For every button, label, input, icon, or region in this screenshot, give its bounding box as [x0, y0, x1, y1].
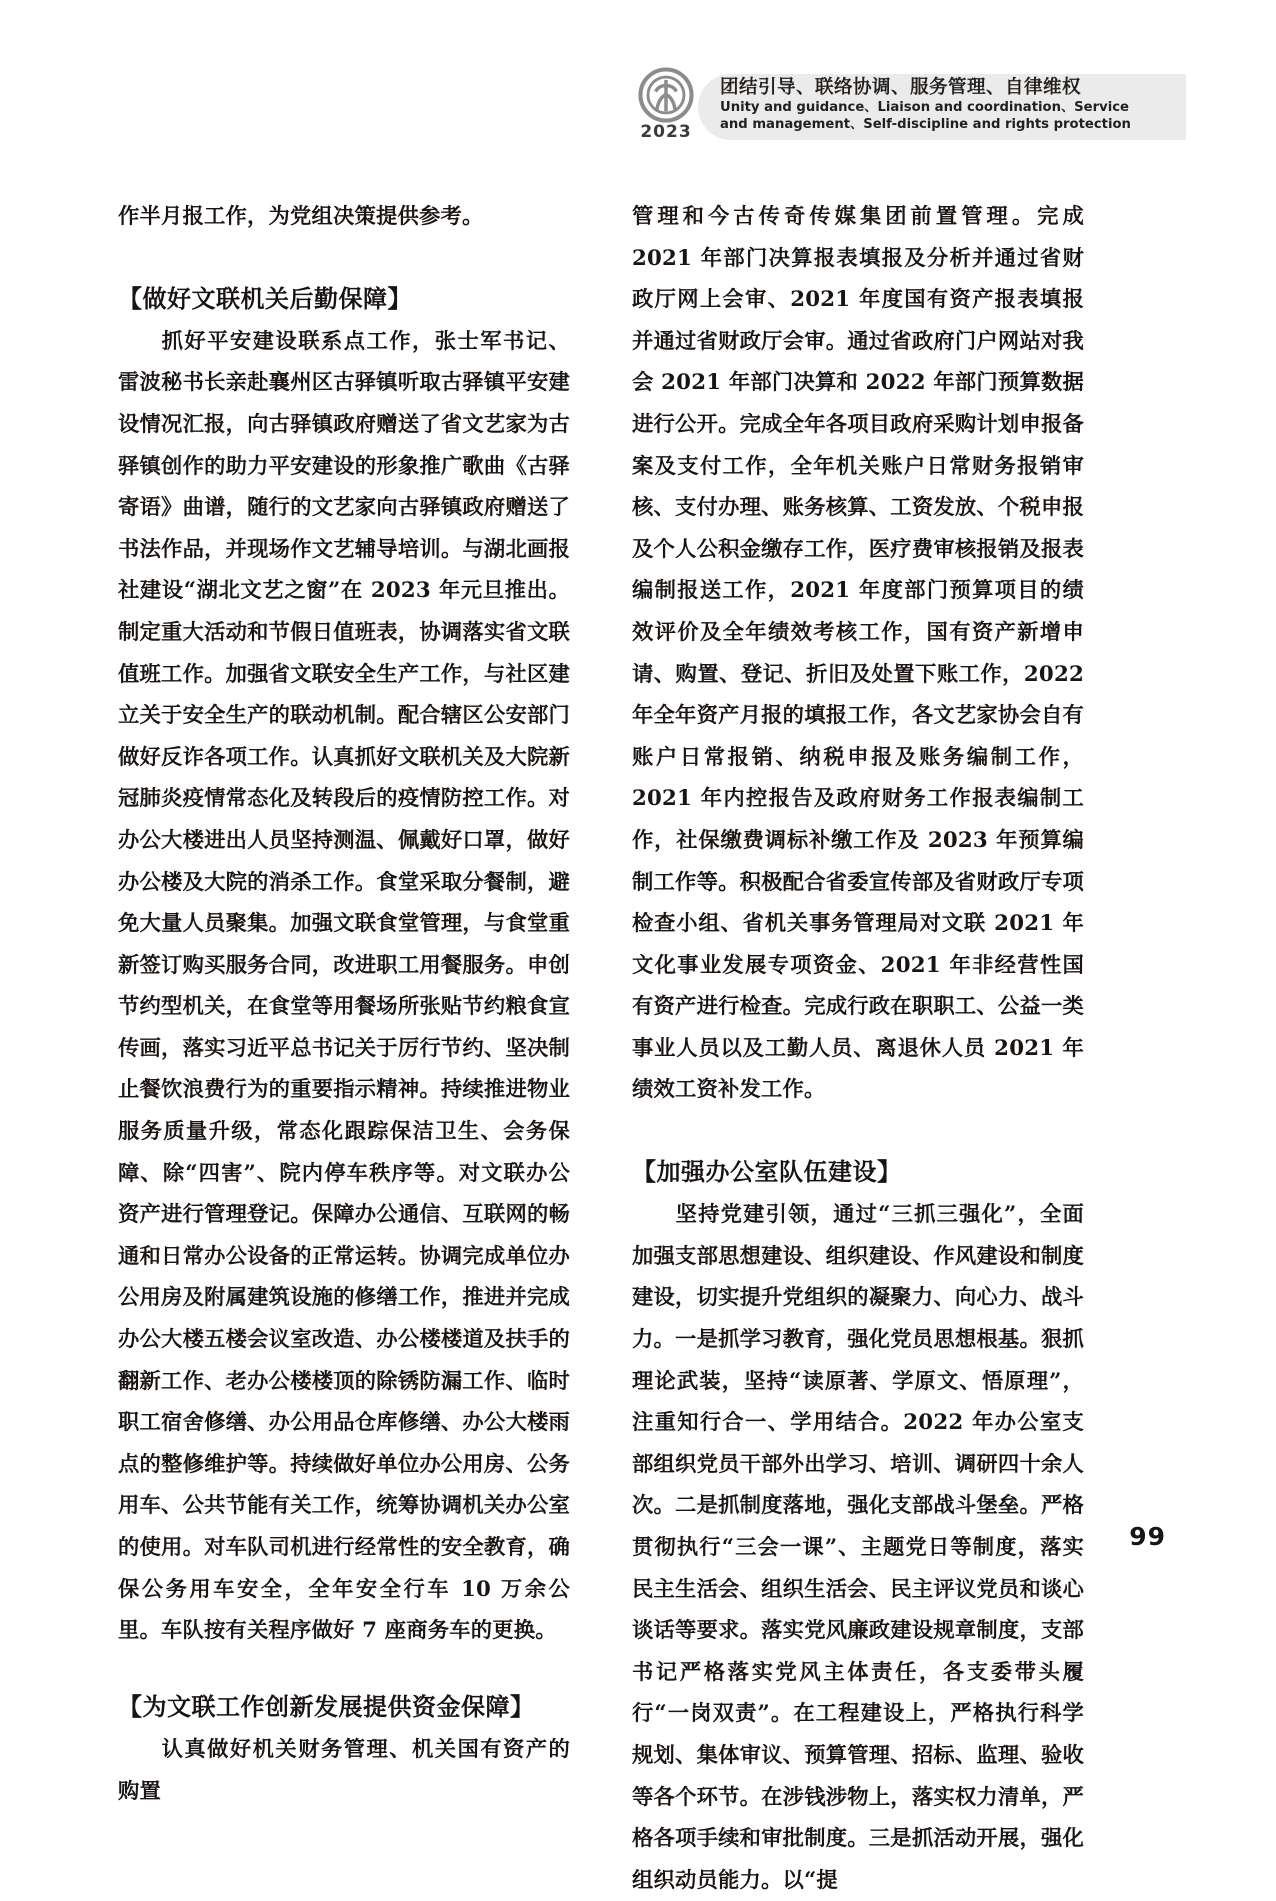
page-header	[620, 66, 1150, 148]
left-section-heading-2: 【为文联工作创新发展提供资金保障】	[118, 1692, 535, 1721]
federation-emblem-icon	[637, 66, 695, 124]
right-section-heading-1: 【加强办公室队伍建设】	[632, 1158, 902, 1187]
left-section-heading-1: 【做好文联机关后勤保障】	[118, 284, 412, 313]
right-column	[632, 196, 1084, 1901]
header-year: 2023	[640, 122, 692, 142]
header-slogan-cn: 团结引导、联络协调、服务管理、自律维权	[720, 77, 1082, 98]
header-logo	[628, 66, 704, 148]
header-slogan	[720, 76, 1150, 134]
left-paragraph-1: 抓好平安建设联系点工作，张士军书记、雷波秘书长亲赴襄州区古驿镇听取古驿镇平安建设情况汇报，向古驿镇政府赠送了省文艺家为古驿镇创作的助力平安建设的形象推广歌曲《古驿寄语》曲谱，随行的文艺家向古驿镇政府赠送了书法作品，并现场作文艺辅导培训。与湖北画报社建设“湖北文艺之窗”在 2023 年元旦推出。制定重大活动和节假日值班表，协调落实省文联值班工作。加强省文联安全生产工作，与社区建立关于安全生产的联动机制。配合辖区公安部门做好反诈各项工作。认真抓好文联机关及大院新冠肺炎疫情常态化及转段后的疫情防控工作。对办公大楼进出人员坚持测温、佩戴好口罩，做好办公楼及大院的消杀工作。食堂采取分餐制，避免大量人员聚集。加强文联食堂管理，与食堂重新签订购买服务合同，改进职工用餐服务。申创节约型机关，在食堂等用餐场所张贴节约粮食宣传画，落实习近平总书记关于厉行节约、坚决制止餐饮浪费行为的重要指示精神。持续推进物业服务质量升级，常态化跟踪保洁卫生、会务保障、除“四害”、院内停车秩序等。对文联办公资产进行管理登记。保障办公通信、互联网的畅通和日常办公设备的正常运转。协调完成单位办公用房及附属建筑设施的修缮工作，推进并完成办公大楼五楼会议室改造、办公楼楼道及扶手的翻新工作、老办公楼楼顶的除锈防漏工作、临时职工宿舍修缮、办公用品仓库修缮、办公大楼雨点的整修维护等。持续做好单位办公用房、公务用车、公共节能有关工作，统筹协调机关办公室的使用。对车队司机进行经常性的安全教育，确保公务用车安全，全年安全行车 10 万余公里。车队按有关程序做好 7 座商务车的更换。	[118, 328, 570, 1644]
right-paragraph-continued: 管理和今古传奇传媒集团前置管理。完成 2021 年部门决算报表填报及分析并通过省财政厅网上会审、2021 年度国有资产报表填报并通过省财政厅会审。通过省政府门户网站对我会 2021 年部门决算和 2022 年部门预算数据进行公开。完成全年各项目政府采购计划申报备案及支付工作，全年机关账户日常财务报销审核、支付办理、账务核算、工资发放、个税申报及个人公积金缴存工作，医疗费审核报销及报表编制报送工作，2021 年度部门预算项目的绩效评价及全年绩效考核工作，国有资产新增申请、购置、登记、折旧及处置下账工作，2022 年全年资产月报的填报工作，各文艺家协会自有账户日常报销、纳税申报及账务编制工作，2021 年内控报告及政府财务工作报表编制工作，社保缴费调标补缴工作及 2023 年预算编制工作等。积极配合省委宣传部及省财政厅专项检查小组、省机关事务管理局对文联 2021 年文化事业发展专项资金、2021 年非经营性国有资产进行检查。完成行政在职职工、公益一类事业人员以及工勤人员、离退休人员 2021 年绩效工资补发工作。	[632, 204, 1084, 1103]
header-slogan-en-line2: and management、Self-discipline and rights protection	[720, 117, 1131, 133]
left-paragraph-continued: 作半月报工作，为党组决策提供参考。	[118, 204, 484, 229]
left-paragraph-2: 认真做好机关财务管理、机关国有资产的购置	[118, 1736, 570, 1804]
page-number: 99	[1129, 1522, 1166, 1551]
article-columns	[118, 196, 1084, 1901]
header-slogan-en-line1: Unity and guidance、Liaison and coordination、Service	[720, 100, 1129, 116]
left-column	[118, 196, 570, 1901]
right-paragraph-1: 坚持党建引领，通过“三抓三强化”，全面加强支部思想建设、组织建设、作风建设和制度建设，切实提升党组织的凝聚力、向心力、战斗力。一是抓学习教育，强化党员思想根基。狠抓理论武装，坚持“读原著、学原文、悟原理”，注重知行合一、学用结合。2022 年办公室支部组织党员干部外出学习、培训、调研四十余人次。二是抓制度落地，强化支部战斗堡垒。严格贯彻执行“三会一课”、主题党日等制度，落实民主生活会、组织生活会、民主评议党员和谈心谈话等要求。落实党风廉政建设规章制度，支部书记严格落实党风主体责任，各支委带头履行“一岗双责”。在工程建设上，严格执行科学规划、集体审议、预算管理、招标、监理、验收等各个环节。在涉钱涉物上，落实权力清单，严格各项手续和审批制度。三是抓活动开展，强化组织动员能力。以“提	[632, 1202, 1084, 1893]
